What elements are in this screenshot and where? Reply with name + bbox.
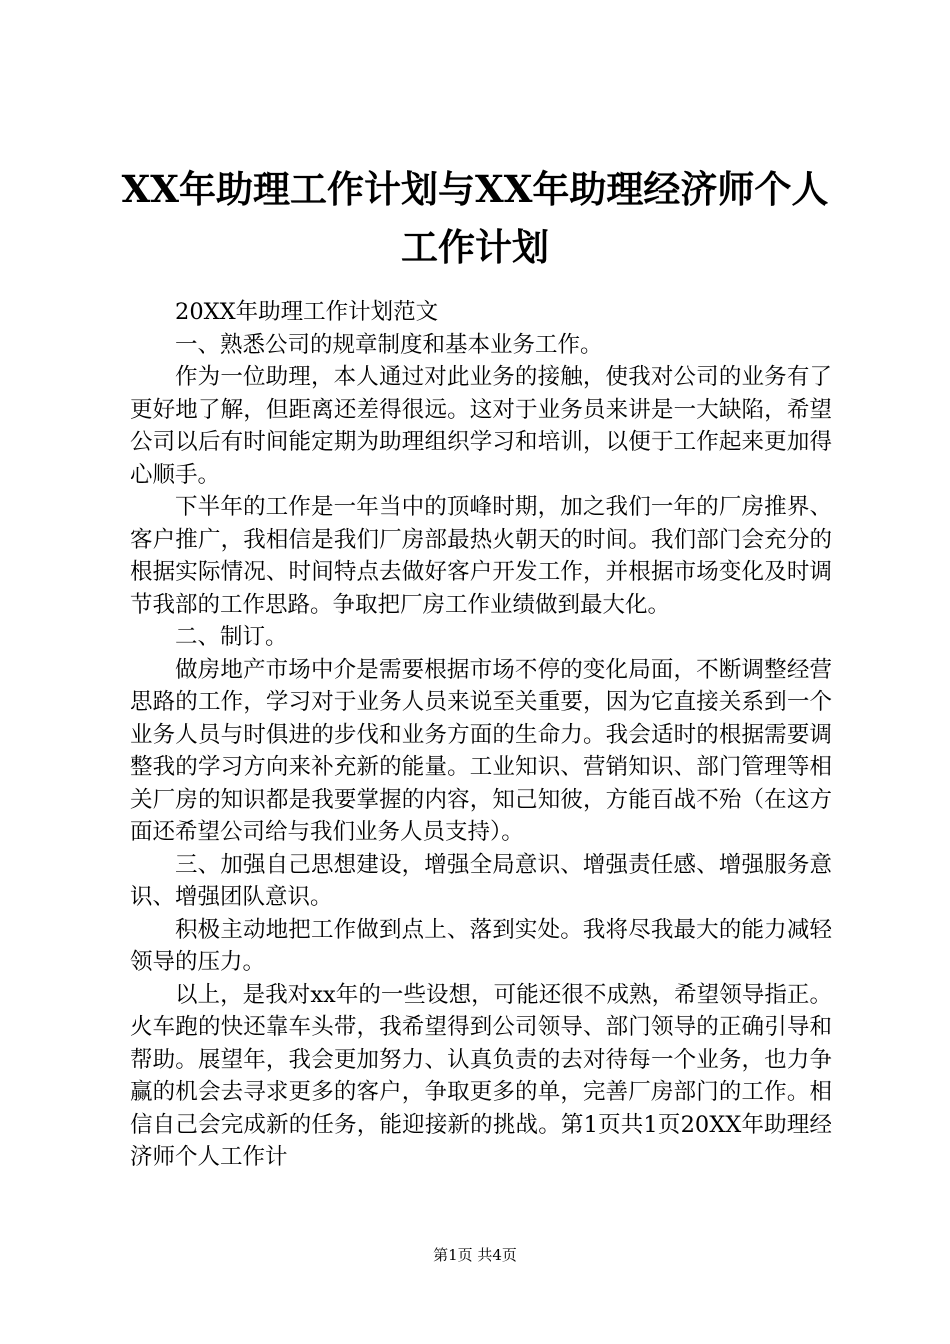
document-body	[130, 296, 832, 1174]
paragraph: 以上，是我对xx年的一些设想，可能还很不成熟，希望领导指正。火车跑的快还靠车头带，我希望得到公司领导、部门领导的正确引导和帮助。展望年，我会更加努力、认真负责的去对待每一个业务，也力争赢的机会去寻求更多的客户，争取更多的单，完善厂房部门的工作。相信自己会完成新的任务，能迎接新的挑战。第1页共1页20XX年助理经济师个人工作计	[130, 981, 832, 1170]
paragraph: 二、制订。	[175, 624, 288, 650]
page-footer: 第1页 共4页	[433, 1246, 517, 1264]
paragraph: 下半年的工作是一年当中的顶峰时期，加之我们一年的厂房推界、客户推广，我相信是我们厂房部最热火朝天的时间。我们部门会充分的根据实际情况、时间特点去做好客户开发工作，并根据市场变化及时调节我部的工作思路。争取把厂房工作业绩做到最大化。	[130, 494, 832, 618]
paragraph: 作为一位助理，本人通过对此业务的接触，使我对公司的业务有了更好地了解，但距离还差得很远。这对于业务员来讲是一大缺陷，希望公司以后有时间能定期为助理组织学习和培训，以便于工作起来更加得心顺手。	[130, 364, 832, 488]
paragraph: 三、加强自己思想建设，增强全局意识、增强责任感、增强服务意识、增强团队意识。	[130, 851, 832, 910]
paragraph: 做房地产市场中介是需要根据市场不停的变化局面，不断调整经营思路的工作，学习对于业务人员来说至关重要，因为它直接关系到一个业务人员与时俱进的步伐和业务方面的生命力。我会适时的根据需要调整我的学习方向来补充新的能量。工业知识、营销知识、部门管理等相关厂房的知识都是我要掌握的内容，知己知彼，方能百战不殆（在这方面还希望公司给与我们业务人员支持）。	[130, 656, 832, 845]
paragraph: 一、熟悉公司的规章制度和基本业务工作。	[175, 331, 603, 358]
document-title: XX年助理工作计划与XX年助理经济师个人工作计划	[121, 167, 829, 269]
paragraph: 积极主动地把工作做到点上、落到实处。我将尽我最大的能力减轻领导的压力。	[130, 916, 832, 975]
paragraph: 20XX年助理工作计划范文	[175, 299, 439, 325]
